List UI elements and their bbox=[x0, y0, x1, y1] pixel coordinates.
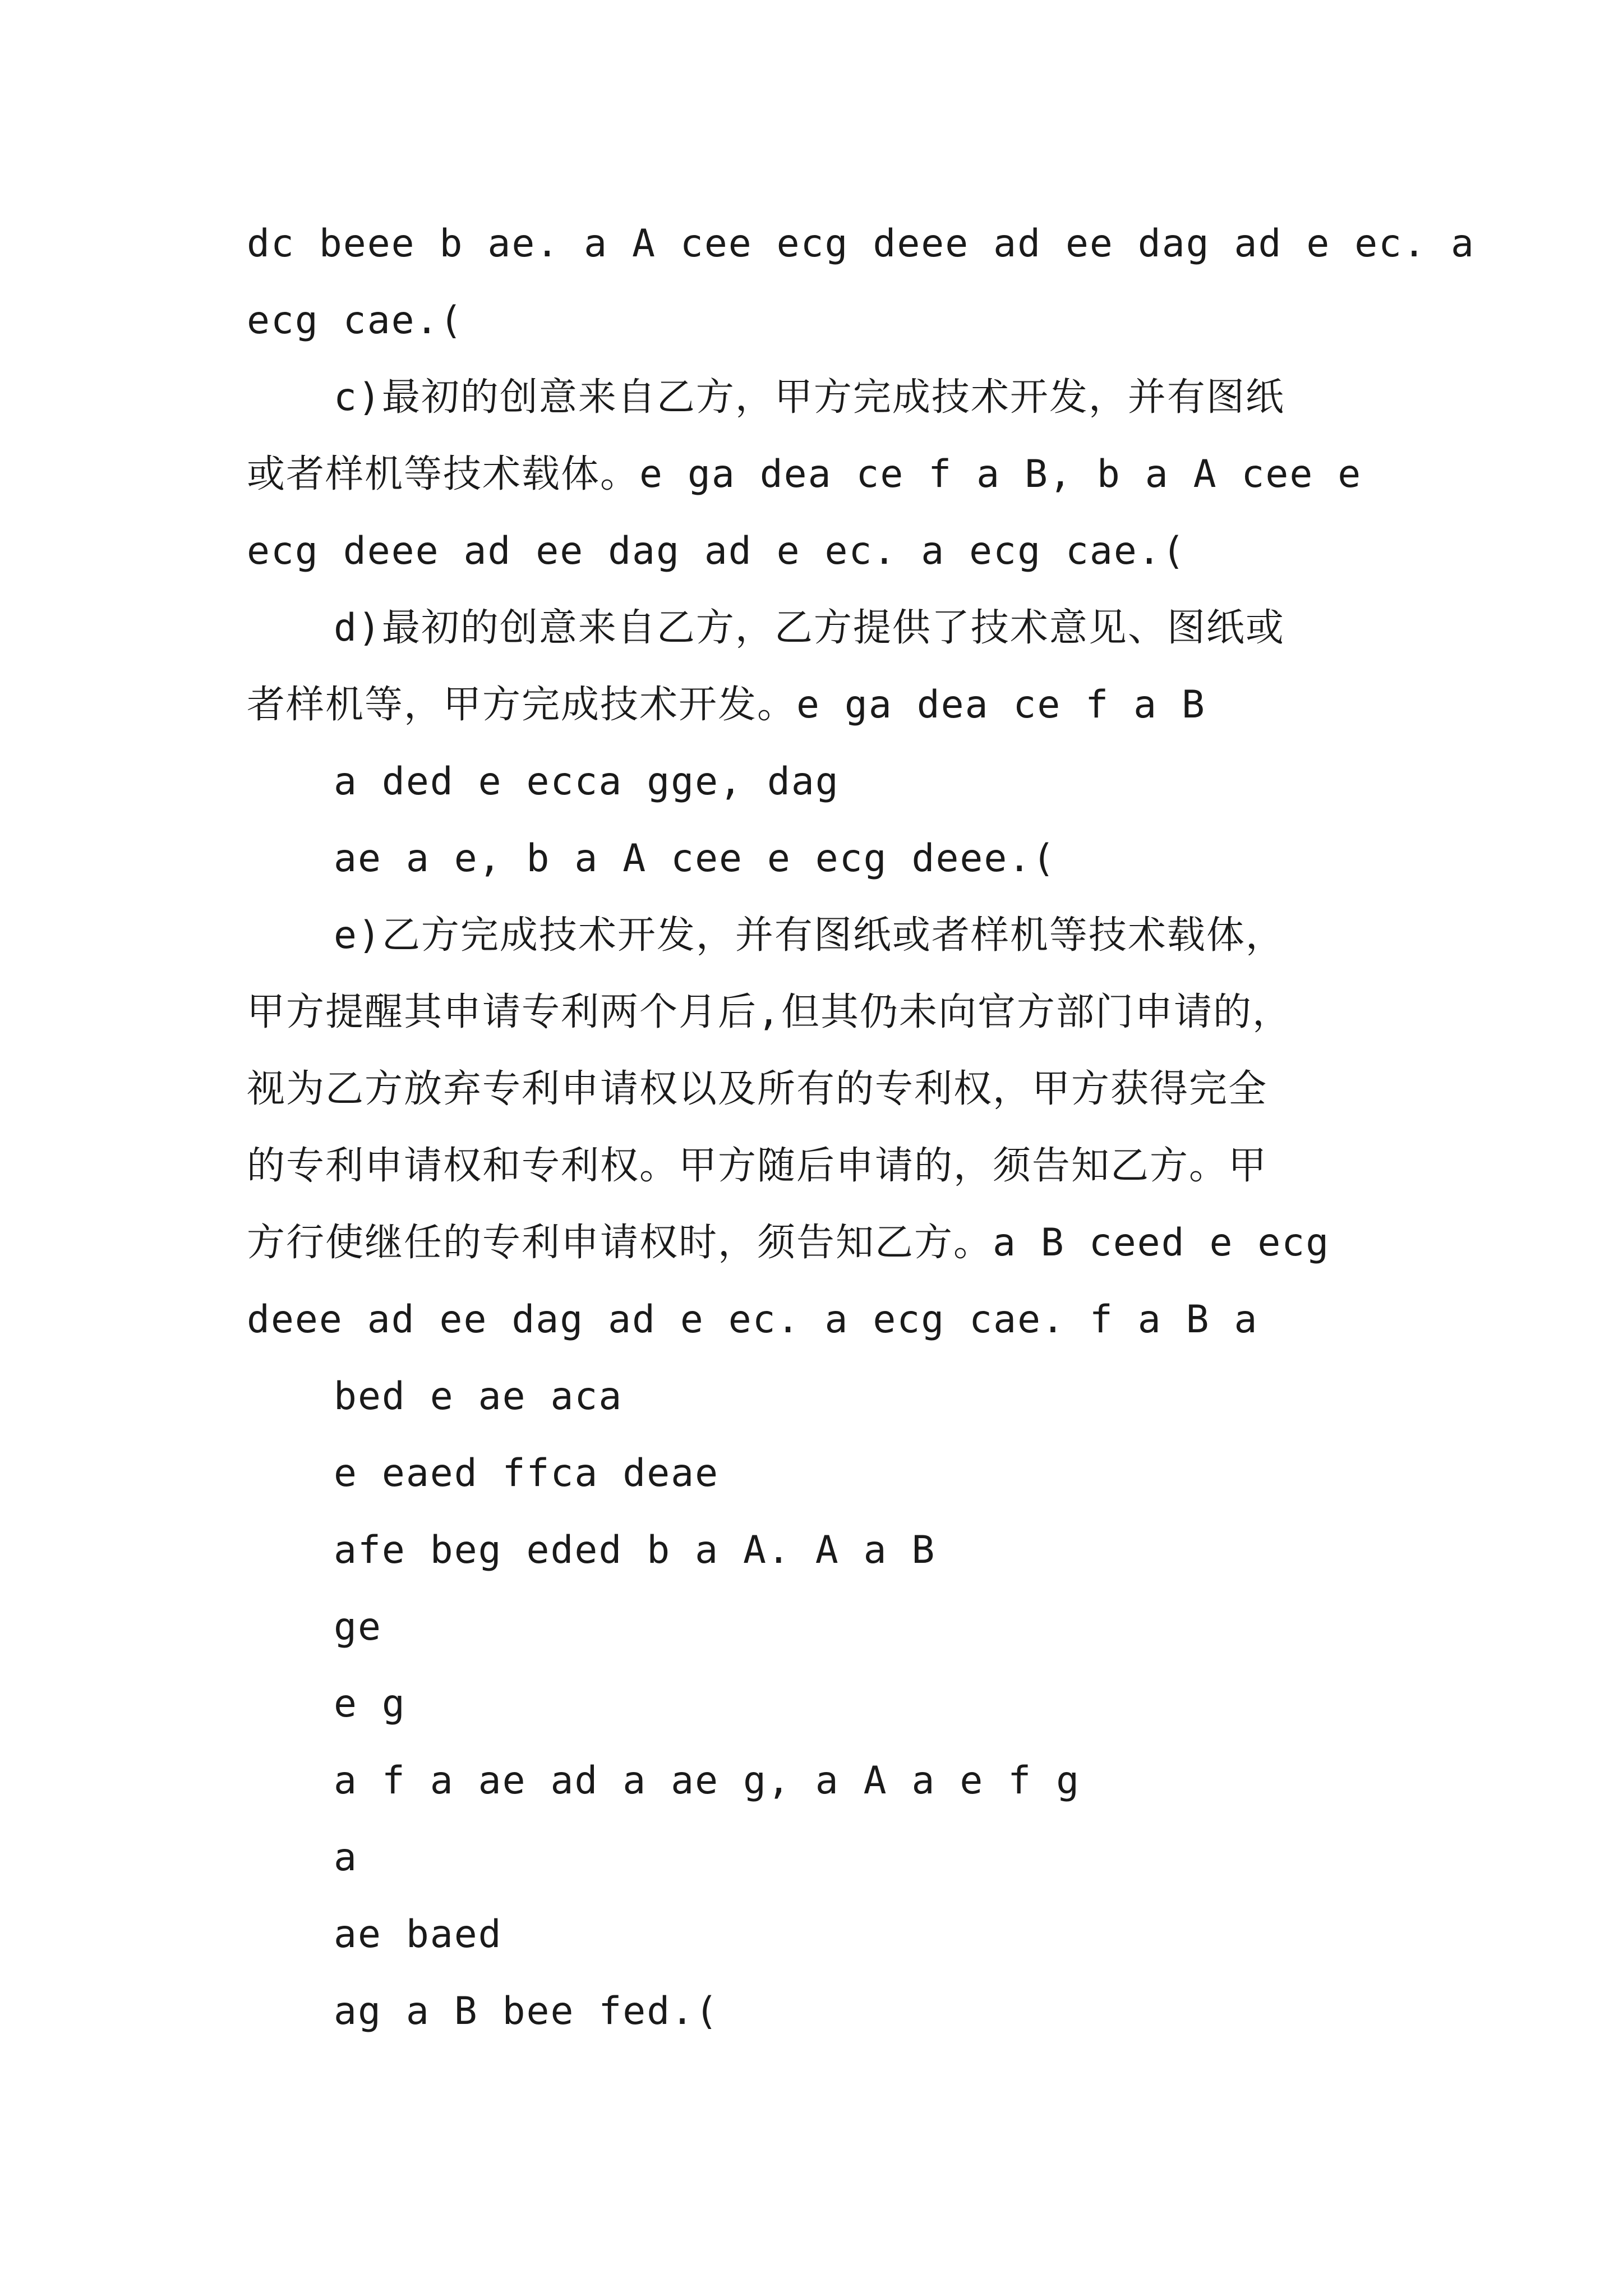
text-line: e g bbox=[334, 1682, 406, 1726]
text-line: ge bbox=[334, 1605, 382, 1649]
text-line: 甲方提醒其申请专利两个月后,但其仍未向官方部门申请的， bbox=[247, 990, 1292, 1034]
text-line: e eaed ffca deae bbox=[334, 1451, 720, 1496]
text-line: ae a e, b a A cee e ecg deee.( bbox=[334, 836, 1057, 881]
text-line: a f a ae ad a ae g, a A a e f g bbox=[334, 1759, 1081, 1803]
text-line: c)最初的创意来自乙方，甲方完成技术开发，并有图纸 bbox=[334, 375, 1285, 420]
text-line: dc beee b ae. a A cee ecg deee ad ee dag ad e ec. a bbox=[247, 222, 1475, 266]
text-line: 者样机等，甲方完成技术开发。e ga dea ce f a B bbox=[247, 683, 1206, 727]
text-line: deee ad ee dag ad e ec. a ecg cae. f a B a bbox=[247, 1297, 1258, 1342]
text-line: ecg cae.( bbox=[247, 298, 464, 343]
text-line: ecg deee ad ee dag ad e ec. a ecg cae.( bbox=[247, 529, 1186, 573]
text-line: afe beg eded b a A. A a B bbox=[334, 1528, 936, 1572]
text-line: bed e ae aca bbox=[334, 1374, 623, 1419]
text-line: 的专利申请权和专利权。甲方随后申请的，须告知乙方。甲 bbox=[247, 1144, 1268, 1188]
text-line: ae baed bbox=[334, 1912, 502, 1957]
text-line: 或者样机等技术载体。e ga dea ce f a B, b a A cee e bbox=[247, 452, 1362, 496]
text-line: a bbox=[334, 1835, 358, 1880]
text-line: 视为乙方放弃专利申请权以及所有的专利权，甲方获得完全 bbox=[247, 1067, 1268, 1111]
text-line: d)最初的创意来自乙方，乙方提供了技术意见、图纸或 bbox=[334, 606, 1285, 650]
text-line: a ded e ecca gge, dag bbox=[334, 760, 840, 804]
text-line: e)乙方完成技术开发，并有图纸或者样机等技术载体， bbox=[334, 913, 1285, 958]
text-line: ag a B bee fed.( bbox=[334, 1989, 720, 2033]
text-line: 方行使继任的专利申请权时，须告知乙方。a B ceed e ecg bbox=[247, 1221, 1330, 1265]
